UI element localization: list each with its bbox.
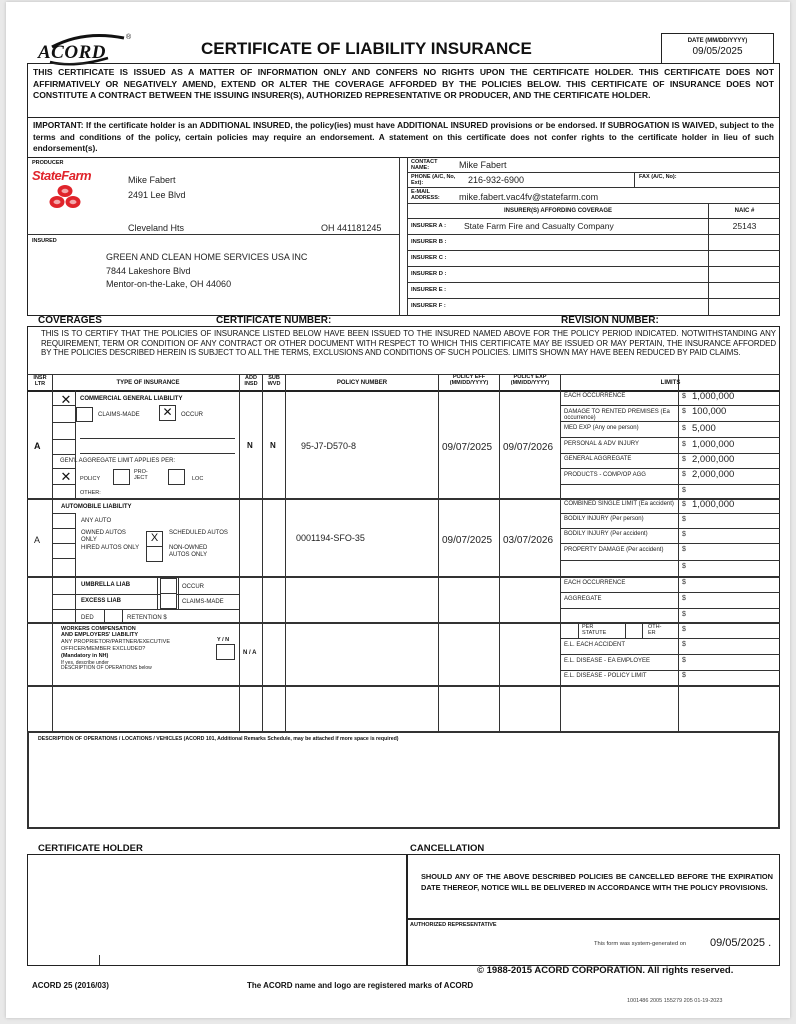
limit-row-divider — [560, 421, 780, 422]
important-notice: IMPORTANT: If the certificate holder is an ADDITIONAL INSURED, the policy(ies) must have ADDITIONAL INSURED provisions or be endorsed. If SUBROGATION IS WAIVED, subject to the terms and conditions of the policy, certain policies may require an endorsement. A statement on this certificate does not confer rights to the certificate holder in lieu of such endorsement(s). — [27, 117, 780, 158]
grid-line — [52, 454, 75, 455]
project-label: PRO-JECT — [134, 469, 148, 481]
limit-value: 2,000,000 — [692, 454, 735, 465]
limit-row-divider — [560, 638, 780, 639]
gl-title: COMMERCIAL GENERAL LIABILITY — [80, 396, 183, 402]
grid-line — [52, 594, 239, 595]
currency-symbol: $ — [682, 425, 686, 432]
currency-symbol: $ — [682, 672, 686, 679]
grid-line — [27, 731, 29, 828]
insurer-name: State Farm Fire and Casualty Company — [464, 221, 614, 231]
occur-checkbox[interactable]: ✕ — [159, 405, 176, 421]
limit-value: 2,000,000 — [692, 469, 735, 480]
date-box — [661, 33, 774, 64]
col-sub-wvd: SUB WVD — [267, 375, 281, 387]
insurer-label: INSURER B : — [411, 239, 447, 245]
currency-symbol: $ — [682, 487, 686, 494]
certificate-holder-label: CERTIFICATE HOLDER — [38, 843, 143, 854]
statefarm-logo-icon — [46, 183, 88, 211]
grid-line — [75, 576, 76, 622]
scheduled-autos-label: SCHEDULED AUTOS — [169, 530, 228, 536]
grid-line — [285, 374, 286, 732]
limit-label: DAMAGE TO RENTED PREMISES (Ea occurrence) — [564, 408, 670, 421]
yn-label: Y / N — [217, 637, 230, 643]
limit-label: E.L. EACH ACCIDENT — [564, 641, 626, 648]
limit-row-divider — [560, 405, 780, 406]
limit-row-divider — [560, 560, 780, 561]
limit-label: PROPERTY DAMAGE (Per accident) — [564, 547, 664, 553]
grid-line — [52, 422, 75, 423]
holder-tick-mark — [99, 955, 100, 965]
cancellation-text: SHOULD ANY OF THE ABOVE DESCRIBED POLICIES BE CANCELLED BEFORE THE EXPIRATION DATE THEREOF, NOTICE WILL BE DELIVERED IN ACCORDANCE WITH THE POLICY PROVISIONS. — [421, 872, 773, 892]
currency-symbol: $ — [682, 579, 686, 586]
col-insr-ltr: INSR LTR — [33, 375, 47, 387]
phone-value: 216-932-6900 — [468, 175, 525, 185]
gl-sub-wvd: N — [270, 441, 276, 450]
gl-policy-exp: 09/07/2026 — [503, 442, 554, 453]
insured-city-state: Mentor-on-the-Lake, OH 44060 — [106, 279, 232, 289]
cancellation-label: CANCELLATION — [410, 843, 485, 854]
gl-policy-eff: 09/07/2025 — [442, 442, 493, 453]
umbrella-label: UMBRELLA LIAB — [81, 582, 131, 588]
insurer-label: INSURER E : — [411, 287, 447, 293]
ded-label: DED — [81, 615, 94, 621]
registered-icon: ® — [126, 34, 132, 41]
grid-line — [438, 374, 439, 732]
currency-symbol: $ — [682, 393, 686, 400]
grid-line — [52, 622, 53, 685]
currency-symbol: $ — [682, 626, 686, 633]
gl-policy-number: 95-J7-D570-8 — [301, 441, 357, 451]
retention-label: RETENTION $ — [127, 615, 167, 621]
producer-label: PRODUCER — [32, 160, 64, 166]
date-label: DATE (MM/DD/YYYY) — [687, 38, 748, 44]
limit-row-divider — [560, 528, 780, 529]
col-policy-number: POLICY NUMBER — [336, 380, 388, 386]
insurer-label: INSURER D : — [411, 271, 447, 277]
wc-excluded-checkbox[interactable] — [216, 644, 235, 660]
acord-logo-text: ACORD — [38, 42, 106, 63]
revision-number-label: REVISION NUMBER: — [561, 315, 659, 326]
description-label: DESCRIPTION OF OPERATIONS / LOCATIONS / VEHICLES (ACORD 101, Additional Remarks Schedule, may be attached if more space is required) — [38, 736, 399, 742]
date-value: 09/05/2025 — [692, 46, 743, 57]
umbrella-claims-checkbox[interactable] — [160, 593, 177, 609]
grid-line — [262, 374, 263, 732]
certificate-page — [6, 2, 790, 1018]
limit-row-divider — [560, 484, 780, 485]
producer-address: 2491 Lee Blvd — [128, 190, 186, 200]
wc-if-yes-2: DESCRIPTION OF OPERATIONS below — [61, 665, 152, 671]
gl-add-insd: N — [247, 441, 253, 450]
policy-label: POLICY — [80, 476, 101, 482]
grid-line — [75, 513, 76, 576]
loc-label: LOC — [192, 476, 204, 482]
gl-checkbox-checked-icon[interactable]: ✕ — [60, 392, 72, 407]
col-type: TYPE OF INSURANCE — [116, 380, 180, 386]
occur-label: OCCUR — [181, 412, 203, 418]
grid-line — [178, 576, 179, 609]
currency-symbol: $ — [682, 546, 686, 553]
currency-symbol: $ — [682, 531, 686, 538]
limit-label: BODILY INJURY (Per accident) — [564, 531, 648, 537]
hired-autos-label: HIRED AUTOS ONLY — [81, 545, 140, 551]
currency-symbol: $ — [682, 516, 686, 523]
limit-row-divider — [560, 592, 780, 593]
limit-value: 1,000,000 — [692, 499, 735, 510]
grid-line — [52, 439, 75, 440]
limit-row-divider — [560, 468, 780, 469]
insurers-header: INSURER(S) AFFORDING COVERAGE — [503, 208, 613, 214]
col-policy-eff: POLICY EFF (MM/DD/YYYY) — [449, 374, 489, 386]
col-limits: LIMITS — [660, 380, 681, 386]
auto-insr-ltr: A — [34, 535, 41, 545]
wc-title: WORKERS COMPENSATION — [61, 626, 136, 632]
insured-address: 7844 Lakeshore Blvd — [106, 266, 191, 276]
project-checkbox[interactable] — [113, 469, 130, 485]
limit-label: AGGREGATE — [564, 595, 602, 602]
wc-question-1: ANY PROPRIETOR/PARTNER/EXECUTIVE — [61, 639, 171, 645]
limit-row-divider — [560, 437, 780, 438]
limit-row-divider — [560, 685, 780, 686]
naic-header: NAIC # — [734, 208, 755, 214]
limit-row-divider — [560, 453, 780, 454]
producer-city: Cleveland Hts — [128, 223, 185, 233]
insurer-label: INSURER A : — [411, 223, 446, 229]
certificate-number-label: CERTIFICATE NUMBER: — [216, 315, 332, 326]
insurer-row-divider — [407, 282, 780, 283]
limit-label: EACH OCCURRENCE — [564, 393, 626, 399]
form-id: ACORD 25 (2016/03) — [32, 981, 109, 990]
wc-title-2: AND EMPLOYERS' LIABILITY — [61, 632, 139, 638]
insurer-row-divider — [407, 218, 780, 219]
email-value: mike.fabert.vac4fv@statefarm.com — [459, 192, 599, 202]
owned-autos-label: OWNED AUTOS ONLY — [81, 530, 126, 543]
currency-symbol: $ — [682, 408, 686, 415]
other-label: OTHER: — [80, 490, 101, 496]
currency-symbol: $ — [682, 641, 686, 648]
limit-label: EACH OCCURRENCE — [564, 579, 626, 586]
limit-label: PERSONAL & ADV INJURY — [564, 441, 640, 447]
insurer-row-divider — [407, 234, 780, 235]
limit-label: BODILY INJURY (Per person) — [564, 516, 644, 522]
authorized-rep-label: AUTHORIZED REPRESENTATIVE — [410, 922, 497, 928]
wc-other-label: OTH-ER — [648, 624, 662, 636]
insurer-label: INSURER C : — [411, 255, 447, 261]
claims-made-checkbox[interactable] — [76, 407, 93, 422]
gl-insr-ltr: A — [34, 441, 41, 451]
grid-line — [499, 374, 500, 732]
umbrella-occur-checkbox[interactable] — [160, 578, 177, 594]
grid-line — [52, 558, 75, 559]
description-text[interactable] — [36, 747, 771, 827]
limit-label: E.L. DISEASE - POLICY LIMIT — [564, 672, 647, 679]
grid-line — [52, 543, 75, 544]
grid-line — [678, 374, 679, 732]
currency-symbol: $ — [682, 595, 686, 602]
any-auto-label: ANY AUTO — [81, 518, 112, 524]
scheduled-autos-checkbox[interactable]: X — [146, 531, 163, 547]
currency-symbol: $ — [682, 441, 686, 448]
auto-policy-eff: 09/07/2025 — [442, 535, 493, 546]
currency-symbol: $ — [682, 563, 686, 570]
col-policy-exp: POLICY EXP (MM/DD/YYYY) — [510, 374, 550, 386]
insured-label: INSURED — [32, 238, 57, 244]
col-add-insd: ADD INSD — [244, 375, 258, 387]
limit-value: 5,000 — [692, 423, 716, 434]
currency-symbol: $ — [682, 657, 686, 664]
producer-state-zip: OH 441181245 — [321, 223, 382, 233]
wc-mandatory: (Mandatory in NH) — [61, 653, 109, 659]
limit-row-divider — [560, 654, 780, 655]
limit-value: 1,000,000 — [692, 439, 735, 450]
limit-label: GENERAL AGGREGATE — [564, 456, 632, 462]
insurer-naic: 25143 — [732, 221, 757, 231]
umbrella-occur-label: OCCUR — [182, 584, 204, 590]
certify-text: THIS IS TO CERTIFY THAT THE POLICIES OF INSURANCE LISTED BELOW HAVE BEEN ISSUED TO THE INSURED NAMED ABOVE FOR THE POLICY PERIOD INDICATED. NOTWITHSTANDING ANY REQUIREMENT, TERM OR CONDITION OF ANY CONTRACT OR OTHER DOCUMENT WITH RESPECT TO WHICH THIS CERTIFICATE MAY BE ISSUED OR MAY PERTAIN, THE INSURANCE AFFORDED BY THE POLICIES DESCRIBED HEREIN IS SUBJECT TO ALL THE TERMS, EXCLUSIONS AND CONDITIONS OF SUCH POLICIES. LIMITS SHOWN MAY HAVE BEEN REDUCED BY PAID CLAIMS. — [41, 329, 776, 358]
limit-row-divider — [560, 622, 780, 623]
grid-line — [239, 374, 240, 732]
insurer-row-divider — [407, 250, 780, 251]
currency-symbol: $ — [682, 471, 686, 478]
per-statute-label: PER STATUTE — [582, 624, 607, 636]
non-owned-autos-checkbox[interactable] — [146, 546, 163, 562]
grid-line — [52, 484, 75, 485]
copyright-text: © 1988-2015 ACORD CORPORATION. All rights reserved. — [477, 965, 734, 976]
form-codes: 1001486 2005 155279 205 01-19-2023 — [627, 998, 723, 1004]
limit-row-divider — [560, 543, 780, 544]
limit-label: MED EXP (Any one person) — [564, 425, 639, 431]
phone-label: PHONE (A/C, No, Ext): — [411, 174, 456, 186]
insurer-label: INSURER F : — [411, 303, 446, 309]
producer-name: Mike Fabert — [128, 175, 176, 185]
limit-value: 1,000,000 — [692, 391, 735, 402]
fax-label: FAX (A/C, No): — [639, 174, 677, 180]
umbrella-claims-label: CLAIMS-MADE — [182, 599, 224, 605]
limit-value: 100,000 — [692, 406, 727, 417]
grid-line — [778, 731, 780, 828]
statefarm-logo-text: StateFarm — [32, 168, 92, 183]
auto-policy-exp: 03/07/2026 — [503, 535, 554, 546]
insured-name: GREEN AND CLEAN HOME SERVICES USA INC — [106, 252, 308, 262]
currency-symbol: $ — [682, 456, 686, 463]
grid-line — [52, 609, 239, 610]
certificate-holder-field[interactable] — [34, 858, 394, 953]
grid-line — [27, 731, 780, 733]
disclaimer-text: THIS CERTIFICATE IS ISSUED AS A MATTER OF INFORMATION ONLY AND CONFERS NO RIGHTS UPON THE CERTIFICATE HOLDER. THIS CERTIFICATE DOES NOT AFFIRMATIVELY OR NEGATIVELY AMEND, EXTEND OR ALTER THE COVERAGE AFFORDED BY THE POLICIES BELOW. THIS CERTIFICATE OF INSURANCE DOES NOT CONSTITUTE A CONTRACT BETWEEN THE ISSUING INSURER(S), AUTHORIZED REPRESENTATIVE OR PRODUCER, AND THE CERTIFICATE HOLDER. — [27, 63, 780, 118]
contact-name: Mike Fabert — [459, 160, 507, 170]
system-generated-date: 09/05/2025 . — [710, 937, 772, 949]
wc-question-2: OFFICER/MEMBER EXCLUDED? — [61, 646, 146, 652]
limit-row-divider — [560, 513, 780, 514]
non-owned-autos-label: NON-OWNED AUTOS ONLY — [169, 545, 208, 558]
limit-row-divider — [560, 576, 780, 577]
currency-symbol: $ — [682, 611, 686, 618]
excess-label: EXCESS LIAB — [81, 598, 122, 604]
grid-line — [52, 528, 75, 529]
loc-checkbox[interactable] — [168, 469, 185, 485]
grid-line — [52, 513, 75, 514]
auto-title: AUTOMOBILE LIABILITY — [61, 504, 132, 510]
page-title: CERTIFICATE OF LIABILITY INSURANCE — [201, 39, 532, 58]
limit-label: COMBINED SINGLE LIMIT (Ea accident) — [564, 501, 674, 507]
limit-label: E.L. DISEASE - EA EMPLOYEE — [564, 657, 651, 664]
agg-limit-label: GEN'L AGGREGATE LIMIT APPLIES PER: — [60, 458, 176, 464]
grid-line — [27, 827, 780, 829]
insurer-row-divider — [407, 266, 780, 267]
claims-made-label: CLAIMS-MADE — [98, 412, 140, 418]
grid-line — [560, 374, 561, 732]
limit-label: PRODUCTS - COMP/OP AGG — [564, 471, 646, 478]
contact-name-label: CONTACT NAME: — [411, 159, 438, 171]
trademark-text: The ACORD name and logo are registered marks of ACORD — [247, 981, 474, 990]
currency-symbol: $ — [682, 501, 686, 508]
coverages-label: COVERAGES — [38, 315, 102, 326]
system-generated-text: This form was system-generated on — [594, 941, 687, 947]
grid-line — [157, 576, 158, 609]
email-label: E-MAIL ADDRESS: — [411, 189, 440, 201]
wc-na: N / A — [243, 650, 257, 656]
limit-row-divider — [560, 498, 780, 499]
system-date-value: 09/05/2025 — [710, 937, 766, 949]
limit-row-divider — [560, 608, 780, 609]
insurer-row-divider — [407, 298, 780, 299]
wc-if-yes: If yes, describe under — [61, 660, 109, 666]
auto-policy-number: 0001194-SFO-35 — [296, 533, 365, 543]
policy-checkbox-checked-icon[interactable]: ✕ — [60, 469, 72, 484]
